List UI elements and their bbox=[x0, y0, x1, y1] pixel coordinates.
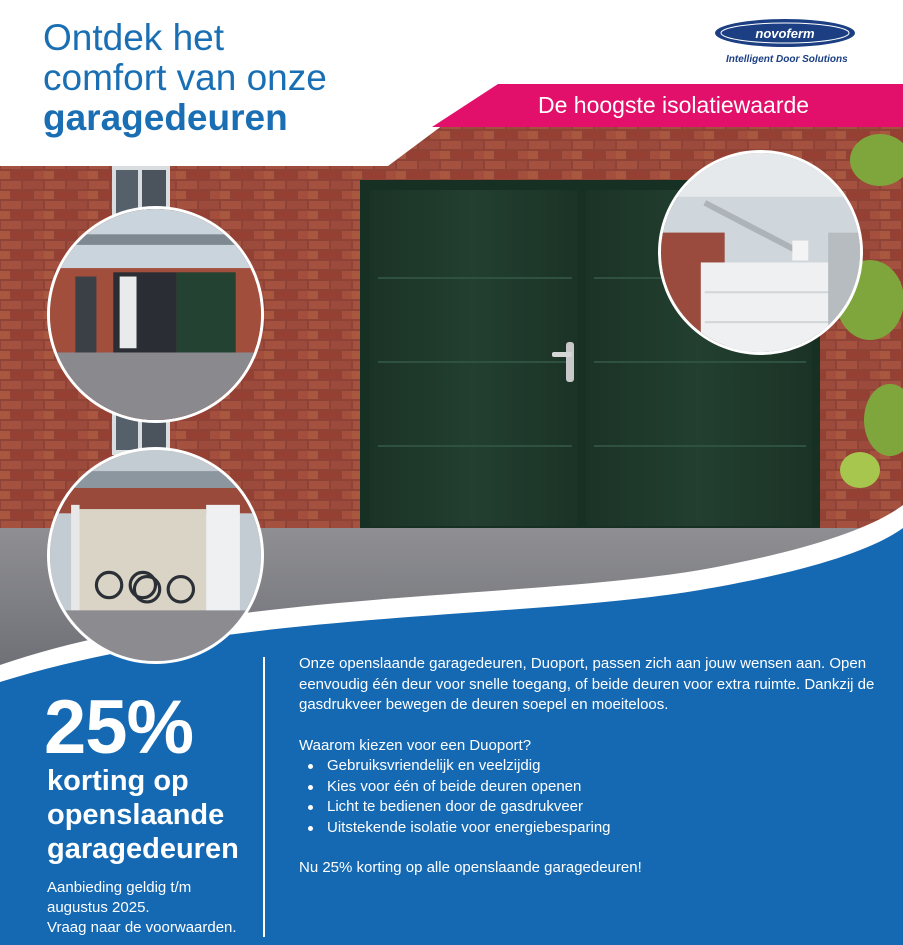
validity-line-2: augustus 2025. bbox=[47, 899, 150, 916]
headline-line-3: garagedeuren bbox=[43, 97, 288, 138]
offer-validity bbox=[47, 878, 237, 938]
circle-photo-bikes bbox=[47, 447, 264, 664]
logo-tagline: Intelligent Door Solutions bbox=[726, 54, 848, 65]
headline-line-2: comfort van onze bbox=[43, 57, 327, 98]
validity-line-1: Aanbieding geldig t/m bbox=[47, 879, 192, 896]
headline-line-1: Ontdek het bbox=[43, 17, 225, 58]
offer-title-line-3: garagedeuren bbox=[47, 833, 239, 865]
circle-photo-carport bbox=[47, 206, 264, 423]
closing-line: Nu 25% korting op alle openslaande garagedeuren! bbox=[299, 859, 642, 876]
intro-paragraph: Onze openslaande garagedeuren, Duoport, passen zich aan jouw wensen aan. Open eenvoudig één deur voor snelle toegang, of beide deuren voor extra ruimte. Dankzij de gasdrukveer bewegen de deuren soepel en moeiteloos. bbox=[299, 655, 875, 713]
list-item: Uitstekende isolatie voor energiebesparing bbox=[299, 818, 879, 839]
divider bbox=[263, 657, 265, 937]
list-item: Licht te bedienen door de gasdrukveer bbox=[299, 797, 879, 818]
list-item: Gebruiksvriendelijk en veelzijdig bbox=[299, 756, 879, 777]
offer-title bbox=[47, 764, 239, 866]
circle-photo-gas-spring bbox=[658, 150, 863, 355]
body-copy bbox=[299, 654, 879, 879]
logo-wordmark: novoferm bbox=[755, 26, 815, 41]
discount-percentage: 25% bbox=[44, 685, 194, 770]
validity-line-3: Vraag naar de voorwaarden. bbox=[47, 919, 237, 936]
benefits-list bbox=[299, 756, 879, 838]
question-heading: Waarom kiezen voor een Duoport? bbox=[299, 736, 532, 754]
headline bbox=[43, 18, 327, 138]
banner-text: De hoogste isolatiewaarde bbox=[538, 92, 810, 118]
list-item: Kies voor één of beide deuren openen bbox=[299, 777, 879, 798]
offer-title-line-2: openslaande bbox=[47, 799, 225, 831]
offer-title-line-1: korting op bbox=[47, 765, 189, 797]
